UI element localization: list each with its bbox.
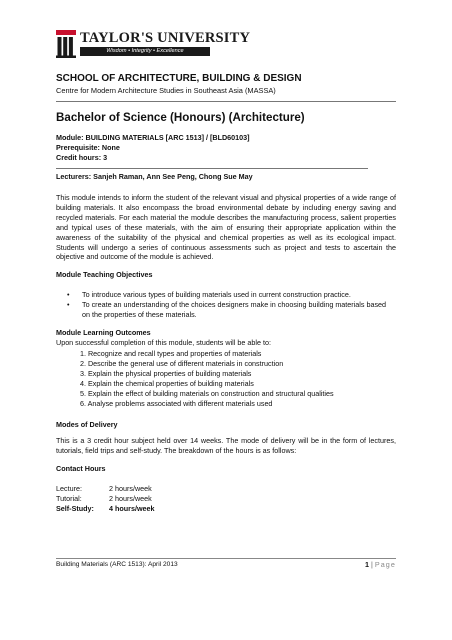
list-item: 1. Recognize and recall types and properties of materials [80, 349, 262, 358]
outcomes-list [80, 349, 334, 408]
header-divider [56, 101, 396, 102]
contact-value: 4 hours/week [109, 503, 155, 513]
objectives-heading: Module Teaching Objectives [56, 270, 153, 279]
list-item: • To introduce various types of building materials used in current construction practice. [56, 290, 396, 300]
lecturers-line: Lecturers: Sanjeh Raman, Ann See Peng, Chong Sue May [56, 172, 253, 181]
outcomes-intro: Upon successful completion of this module, students will be able to: [56, 338, 271, 347]
taylors-crest-icon [56, 30, 76, 58]
list-item: 5. Explain the effect of building materials on construction and structural qualities [80, 388, 334, 398]
delivery-text: This is a 3 credit hour subject held over 14 weeks. The mode of delivery will be in the form of lectures, tutorials, field trips and self-study. The breakdown of the hours is as follows: [56, 436, 396, 455]
delivery-heading: Modes of Delivery [56, 420, 118, 429]
contact-value: 2 hours/week [109, 484, 152, 493]
contact-row-lecture [56, 484, 155, 494]
contact-label: Tutorial: [56, 493, 82, 503]
list-item: • To create an understanding of the choices designers make in choosing building materials based on the properties of these materials. [56, 300, 396, 320]
contact-value: 2 hours/week [109, 493, 152, 503]
contact-hours-heading: Contact Hours [56, 464, 106, 473]
outcomes-heading: Module Learning Outcomes [56, 328, 151, 337]
degree-title: Bachelor of Science (Honours) (Architecture) [56, 111, 305, 124]
contact-label: Self-Study: [56, 503, 94, 513]
page-separator: | [370, 560, 373, 569]
list-item: 6. Analyse problems associated with different materials used [80, 398, 273, 408]
contact-label: Lecture: [56, 484, 82, 493]
page-number [365, 560, 396, 569]
contact-row-tutorial [56, 494, 155, 504]
list-item: 3. Explain the physical properties of building materials [80, 368, 252, 378]
credit-hours-line: Credit hours: 3 [56, 153, 108, 162]
list-item: 4. Explain the chemical properties of building materials [80, 378, 254, 388]
module-line: Module: BUILDING MATERIALS [ARC 1513] / [BLD60103] [56, 133, 250, 142]
prerequisite-line: Prerequisite: None [56, 143, 120, 152]
footer-text: Building Materials (ARC 1513): April 2013 [56, 561, 178, 568]
school-title: SCHOOL OF ARCHITECTURE, BUILDING & DESIGN [56, 73, 302, 84]
contact-row-self-study [56, 504, 155, 514]
university-name: TAYLOR'S UNIVERSITY [80, 30, 251, 46]
objectives-list [56, 290, 396, 320]
programme-divider [56, 168, 368, 169]
list-item: 2. Describe the general use of different materials in construction [80, 358, 284, 368]
page-number-value: 1 [364, 560, 369, 569]
contact-hours-table [56, 484, 155, 514]
module-description: This module intends to inform the student of the relevant visual and physical properties of a wide range of building materials. It also encompass the broad environmental debate by including energy saving and recycled materials. For each material the module describes the manufacturing process, salient properties and typical uses of these materials, with the aim of ensuring their appropriate application within the awareness of the suitability of the physical and chemical properties as well as its ecological impact. Students will undergo a series of continuous assessments such as project and tests to ascertain the objective and outcome of the module is achieved. [56, 193, 396, 262]
centre-name: Centre for Modern Architecture Studies in Southeast Asia (MASSA) [56, 86, 276, 95]
footer-divider [56, 558, 396, 559]
page-label: Page [374, 560, 396, 569]
university-tagline: Wisdom • Integrity • Excellence [80, 47, 210, 56]
